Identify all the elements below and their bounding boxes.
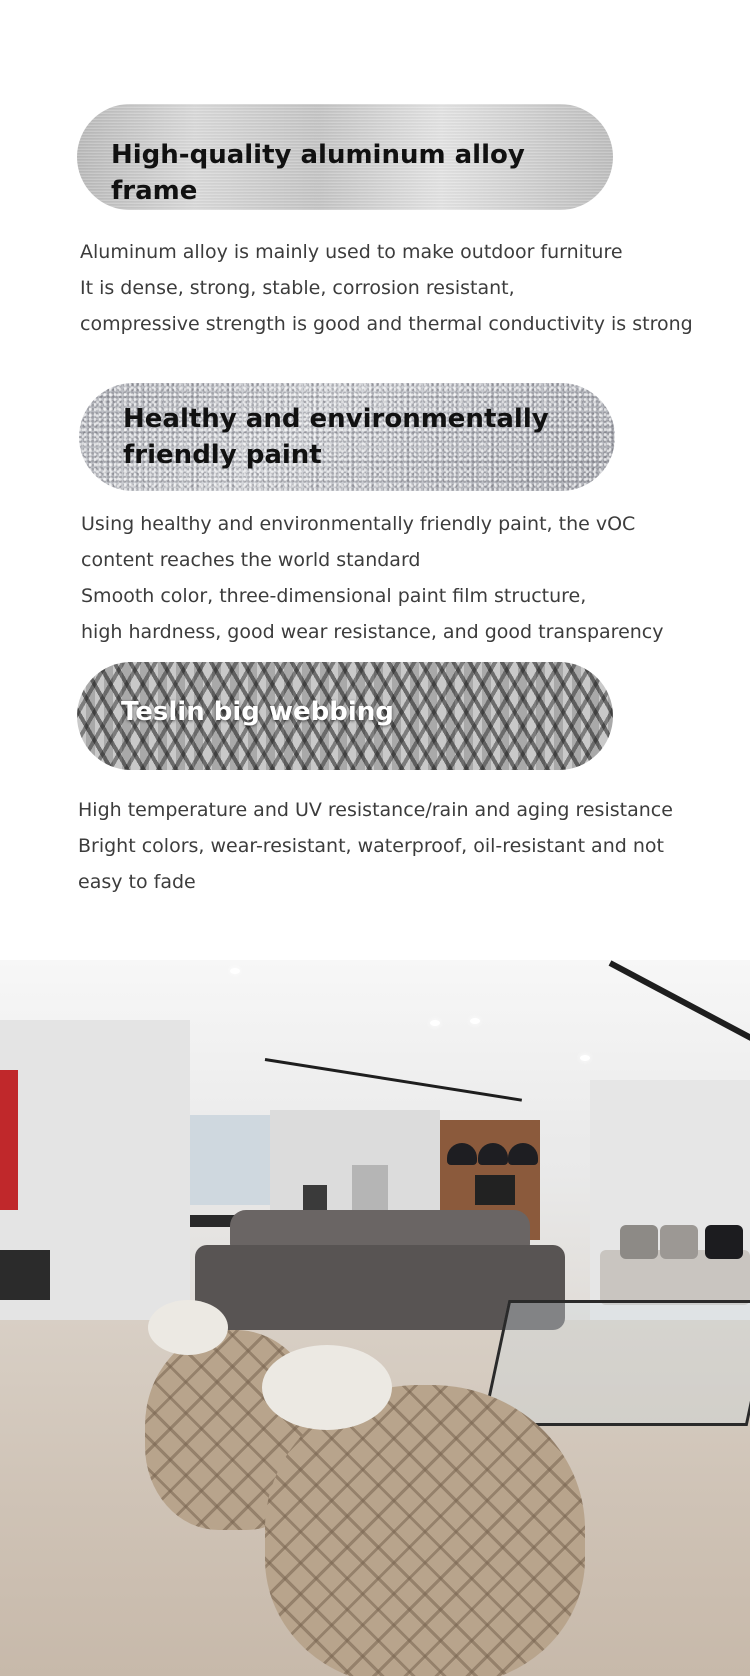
pendant-lamp: [508, 1143, 538, 1165]
tv: [475, 1175, 515, 1205]
oven: [303, 1185, 327, 1213]
chair-cushion: [148, 1300, 228, 1355]
glass-coffee-table: [482, 1300, 750, 1426]
sofa-cushion: [660, 1225, 698, 1259]
ceiling-light: [470, 1018, 480, 1024]
description-line: It is dense, strong, stable, corrosion resistant,: [80, 277, 515, 299]
chair-cushion: [262, 1345, 392, 1430]
feature-title: Healthy and environmentally friendly paint: [123, 404, 549, 470]
feature-description: [81, 506, 664, 650]
feature-banner-webbing: [77, 662, 613, 770]
feature-banner-paint: [79, 383, 615, 491]
fireplace: [0, 1250, 50, 1300]
description-line: high hardness, good wear resistance, and good transparency: [81, 621, 664, 643]
living-room-photo: [0, 960, 750, 1676]
feature-description: [80, 234, 693, 342]
description-line: Bright colors, wear-resistant, waterproof, oil-resistant and not: [78, 835, 664, 857]
description-line: High temperature and UV resistance/rain and aging resistance: [78, 799, 673, 821]
description-line: compressive strength is good and thermal conductivity is strong: [80, 313, 693, 335]
feature-description: [78, 792, 673, 900]
description-line: Using healthy and environmentally friendly paint, the vOC: [81, 513, 636, 535]
sofa-cushion: [620, 1225, 658, 1259]
description-line: easy to fade: [78, 871, 196, 893]
feature-title: High-quality aluminum alloy frame: [111, 140, 525, 206]
pendant-lamp: [447, 1143, 477, 1165]
ceiling-light: [430, 1020, 440, 1026]
description-line: content reaches the world standard: [81, 549, 421, 571]
ceiling-light: [580, 1055, 590, 1061]
wall-art: [0, 1070, 18, 1210]
pendant-lamp: [478, 1143, 508, 1165]
sofa-cushion: [705, 1225, 743, 1259]
feature-banner-aluminum: [77, 104, 613, 210]
description-line: Smooth color, three-dimensional paint film structure,: [81, 585, 587, 607]
description-line: Aluminum alloy is mainly used to make outdoor furniture: [80, 241, 623, 263]
feature-title: Teslin big webbing: [121, 697, 394, 727]
window: [190, 1115, 270, 1205]
ceiling-light: [230, 968, 240, 974]
